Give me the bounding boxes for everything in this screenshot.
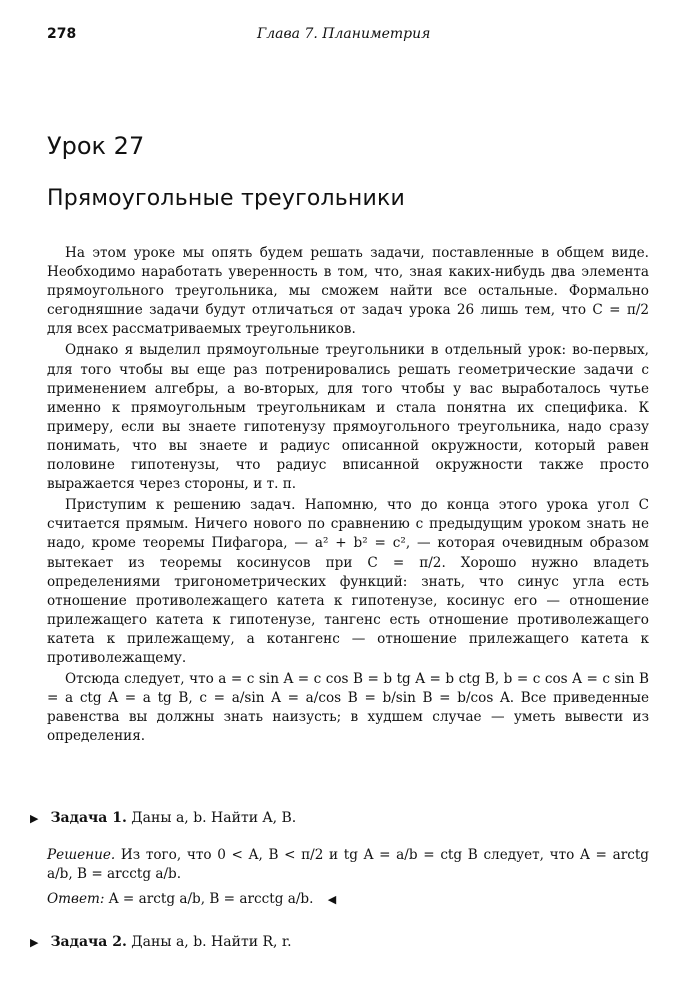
paragraph: Приступим к решению задач. Напомню, что до конца этого урока угол C считается прямым. Ничего нового по сравнению с предыдущим уроком знать не надо, кроме теоремы Пифагора, — a² + b² = c², — которая очевидным образом вытекает из теоремы косинусов при C = π/2. Хорошо нужно владеть определениями тригонометрических функций: знать, что синус угла есть отношение противолежащего катета к гипотенузе, косинус его — отношение прилежащего катета к гипотенузе, тангенс есть отношение противолежащего катета к прилежащему, а котангенс — отношение прилежащего катета к противолежащему. (47, 497, 649, 666)
paragraph: На этом уроке мы опять будем решать задачи, поставленные в общем виде. Необходимо наработать уверенность в том, что, зная каких-нибудь два элемента прямоугольного треугольника, мы сможем найти все остальные. Формально сегодняшние задачи будут отличаться от задач урока 26 лишь тем, что C = π/2 для всех рассматриваемых треугольников. (47, 245, 649, 338)
answer-label: Ответ: (47, 891, 105, 908)
task-statement: Даны a, b. Найти R, r. (131, 934, 292, 950)
paragraph: Отсюда следует, что a = c sin A = c cos B = b tg A = b ctg B, b = c cos A = c sin B = a ctg A = a tg B, c = a/sin A = a/cos B = b/sin B = b/cos A. Все приведенные равенства вы должны знать наизусть; в худшем случае — уметь вывести из определения. (47, 671, 649, 745)
running-head: Глава 7. Планиметрия (257, 26, 431, 42)
task-2-heading (30, 934, 292, 950)
page-header (47, 26, 647, 46)
section-title: Прямоугольные треугольники (47, 186, 405, 211)
triangle-left-icon: ◀ (327, 893, 337, 907)
task-1-heading (30, 810, 296, 826)
task-label: Задача 2. (50, 934, 127, 950)
answer-paragraph (47, 890, 649, 909)
main-text (47, 244, 649, 746)
triangle-right-icon: ▶ (30, 936, 39, 949)
solution-paragraph (47, 846, 649, 884)
solution-label: Решение. (47, 847, 116, 863)
lesson-label: Урок 27 (47, 132, 145, 160)
task-statement: Даны a, b. Найти A, B. (131, 810, 297, 826)
triangle-right-icon: ▶ (30, 812, 39, 825)
paragraph: Однако я выделил прямоугольные треугольники в отдельный урок: во-первых, для того чтобы вы еще раз потренировались решать геометрические задачи с применением алгебры, а во-вторых, для того чтобы у вас выработалось чутье именно к прямоугольным треугольникам и стала понятна их специфика. К примеру, если вы знаете гипотенузу прямоугольного треугольника, надо сразу понимать, что вы знаете и радиус описанной окружности, который равен половине гипотенузы, что радиус вписанной окружности также просто выражается через стороны, и т. п. (47, 342, 649, 493)
task-label: Задача 1. (50, 810, 127, 826)
solution-text: Из того, что 0 < A, B < π/2 и tg A = a/b = ctg B следует, что A = arctg a/b, B = arcctg a/b. (47, 847, 649, 883)
answer-text: A = arctg a/b, B = arcctg a/b. (108, 891, 314, 908)
task-1-solution (47, 846, 649, 909)
page-number: 278 (47, 26, 77, 42)
